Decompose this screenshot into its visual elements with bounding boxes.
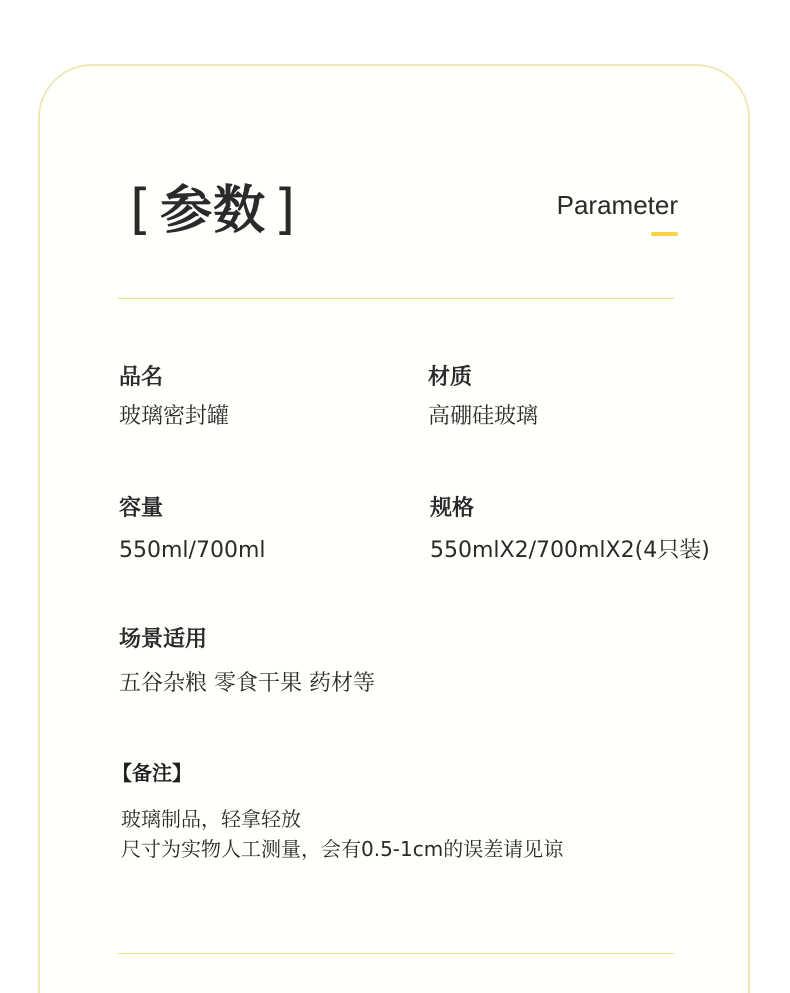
section-title bbox=[130, 180, 296, 241]
spec-label-capacity: 容量 bbox=[119, 496, 164, 521]
bottom-divider bbox=[118, 953, 674, 954]
notes-line-2: 尺寸为实物人工测量，会有0.5-1cm的误差请见谅 bbox=[121, 837, 564, 861]
spec-label-specification: 规格 bbox=[430, 496, 475, 521]
spec-value-name: 玻璃密封罐 bbox=[119, 404, 230, 429]
spec-label-material: 材质 bbox=[428, 365, 473, 390]
spec-value-material: 高硼硅玻璃 bbox=[428, 404, 539, 429]
title-bracket-left: [ bbox=[130, 178, 153, 241]
spec-value-usage: 五谷杂粮 零食干果 药材等 bbox=[119, 671, 375, 696]
spec-label-name: 品名 bbox=[119, 365, 164, 390]
subtitle-underline bbox=[651, 232, 678, 236]
spec-label-usage: 场景适用 bbox=[119, 627, 208, 652]
spec-value-specification: 550mlX2/700mlX2(4只装) bbox=[430, 538, 710, 563]
top-divider bbox=[118, 298, 674, 299]
spec-value-capacity: 550ml/700ml bbox=[119, 538, 266, 563]
title-text: 参数 bbox=[160, 181, 267, 241]
section-subtitle: Parameter bbox=[556, 190, 678, 220]
notes-line-1: 玻璃制品，轻拿轻放 bbox=[121, 807, 301, 831]
notes-title: 【备注】 bbox=[112, 761, 192, 785]
title-bracket-right: ] bbox=[274, 178, 297, 241]
